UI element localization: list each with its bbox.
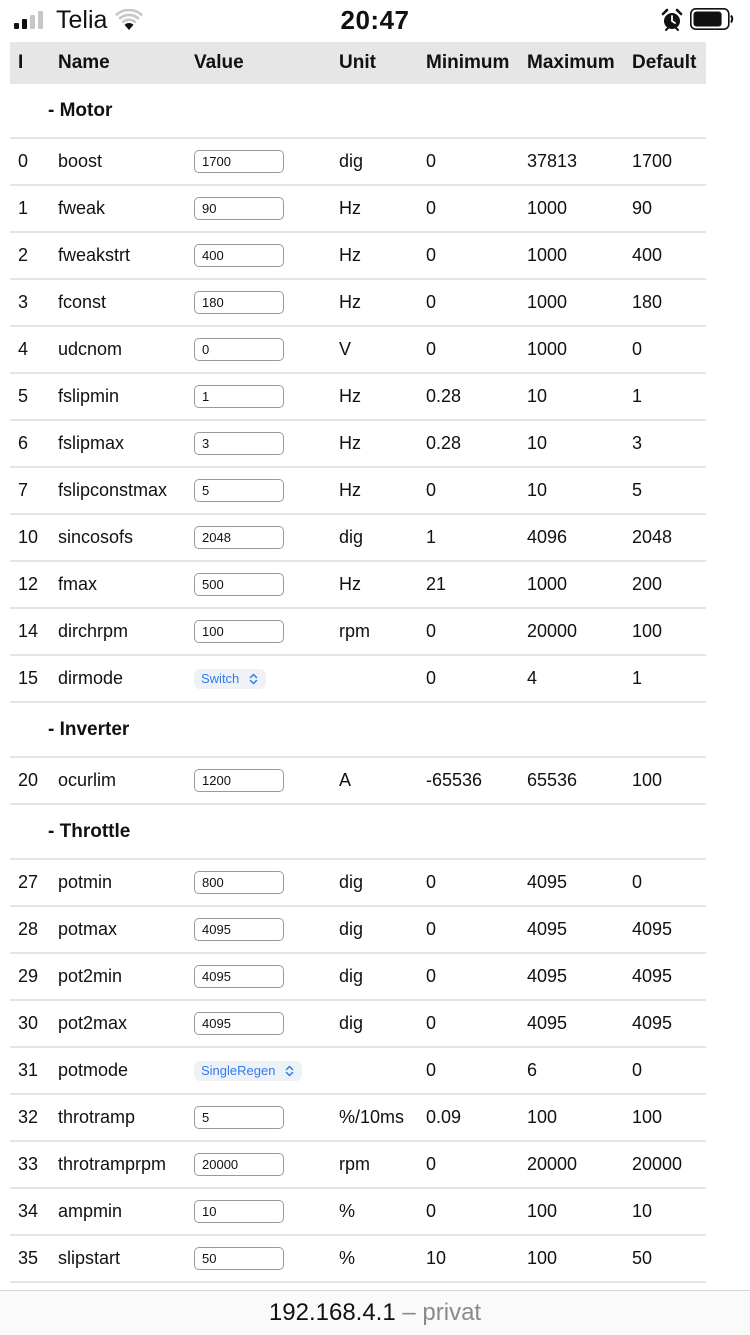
param-unit: Hz	[339, 480, 361, 500]
table-row	[10, 186, 706, 233]
param-value-cell	[194, 1048, 302, 1093]
param-unit: V	[339, 339, 352, 359]
table-row	[10, 1189, 706, 1236]
param-minimum: 0	[426, 480, 437, 500]
param-potmode-select[interactable]	[194, 1061, 302, 1081]
url-separator: –	[402, 1299, 416, 1326]
param-name: ocurlim	[58, 770, 117, 790]
param-minimum: 0	[426, 198, 437, 218]
param-pot2min-input[interactable]	[194, 965, 284, 988]
param-minimum: 0	[426, 339, 437, 359]
param-minimum: 0	[426, 621, 437, 641]
param-potmin-input[interactable]	[194, 871, 284, 894]
table-row	[10, 954, 706, 1001]
param-value-cell	[194, 562, 284, 607]
table-row	[10, 421, 706, 468]
param-value-cell	[194, 139, 284, 184]
param-id: 29	[18, 966, 39, 986]
status-time: 20:47	[340, 5, 410, 35]
table-row	[10, 609, 706, 656]
param-id: 1	[18, 198, 29, 218]
param-default: 4095	[632, 919, 673, 939]
param-maximum: 4095	[527, 872, 568, 892]
param-default: 0	[632, 339, 643, 359]
param-maximum: 10	[527, 480, 548, 500]
param-maximum: 10	[527, 386, 548, 406]
param-value-cell	[194, 1236, 284, 1281]
param-value-cell	[194, 421, 284, 466]
table-row	[10, 233, 706, 280]
param-unit: Hz	[339, 245, 361, 265]
table-row	[10, 758, 706, 805]
param-sincosofs-input[interactable]	[194, 526, 284, 549]
param-default: 10	[632, 1201, 653, 1221]
param-default: 3	[632, 433, 643, 453]
status-bar	[0, 0, 750, 40]
param-id: 5	[18, 386, 29, 406]
param-throtramprpm-input[interactable]	[194, 1153, 284, 1176]
param-value-cell	[194, 954, 284, 999]
param-minimum: 0.09	[426, 1107, 462, 1127]
param-fmax-input[interactable]	[194, 573, 284, 596]
param-unit: %/10ms	[339, 1107, 405, 1127]
param-id: 12	[18, 574, 39, 594]
table-row	[10, 1142, 706, 1189]
param-name: fconst	[58, 292, 107, 312]
param-maximum: 1000	[527, 339, 568, 359]
param-slipstart-input[interactable]	[194, 1247, 284, 1270]
param-id: 14	[18, 621, 39, 641]
param-default: 1	[632, 386, 643, 406]
param-default: 100	[632, 621, 663, 641]
param-fweak-input[interactable]	[194, 197, 284, 220]
param-value-cell	[194, 609, 284, 654]
param-fslipmax-input[interactable]	[194, 432, 284, 455]
param-maximum: 100	[527, 1201, 558, 1221]
param-maximum: 37813	[527, 151, 578, 171]
param-unit: Hz	[339, 386, 361, 406]
chevron-up-down-icon	[249, 673, 258, 685]
param-minimum: 0.28	[426, 386, 462, 406]
category-title: - Inverter	[48, 718, 130, 740]
param-maximum: 4	[527, 668, 538, 688]
param-id: 31	[18, 1060, 39, 1080]
param-default: 1700	[632, 151, 673, 171]
param-value-cell	[194, 860, 284, 905]
param-minimum: 10	[426, 1248, 447, 1268]
param-name: fmax	[58, 574, 98, 594]
param-minimum: -65536	[426, 770, 483, 790]
param-name: ampmin	[58, 1201, 123, 1221]
table-row	[10, 562, 706, 609]
param-value-cell	[194, 1001, 284, 1046]
category-title: - Throttle	[48, 820, 131, 842]
param-minimum: 0	[426, 668, 437, 688]
param-minimum: 1	[426, 527, 437, 547]
param-id: 10	[18, 527, 39, 547]
param-name: fslipmin	[58, 386, 120, 406]
param-maximum: 4095	[527, 966, 568, 986]
param-value-cell	[194, 758, 284, 803]
param-default: 200	[632, 574, 663, 594]
param-name: sincosofs	[58, 527, 134, 547]
param-value-cell	[194, 327, 284, 372]
url-bar[interactable]	[0, 1290, 750, 1335]
table-row	[10, 1048, 706, 1095]
param-unit: Hz	[339, 574, 361, 594]
param-fconst-input[interactable]	[194, 291, 284, 314]
param-throtramp-input[interactable]	[194, 1106, 284, 1129]
param-name: dirmode	[58, 668, 124, 688]
param-maximum: 20000	[527, 621, 578, 641]
param-maximum: 1000	[527, 198, 568, 218]
battery-icon	[690, 8, 734, 30]
param-dirchrpm-input[interactable]	[194, 620, 284, 643]
param-fweakstrt-input[interactable]	[194, 244, 284, 267]
param-name: pot2max	[58, 1013, 128, 1033]
param-potmax-input[interactable]	[194, 918, 284, 941]
select-value: SingleRegen	[201, 1063, 276, 1078]
param-unit: Hz	[339, 292, 361, 312]
param-default: 4095	[632, 966, 673, 986]
table-row	[10, 1236, 706, 1283]
param-unit: dig	[339, 527, 364, 547]
param-ampmin-input[interactable]	[194, 1200, 284, 1223]
param-unit: dig	[339, 872, 364, 892]
param-id: 30	[18, 1013, 39, 1033]
param-name: fweak	[58, 198, 106, 218]
param-name: potmin	[58, 872, 113, 892]
alarm-clock-icon	[661, 8, 683, 32]
param-id: 33	[18, 1154, 39, 1174]
param-maximum: 100	[527, 1107, 558, 1127]
param-name: boost	[58, 151, 103, 171]
param-maximum: 4096	[527, 527, 568, 547]
header-value: Value	[194, 52, 244, 73]
param-name: throtramp	[58, 1107, 136, 1127]
param-name: throtramprpm	[58, 1154, 167, 1174]
param-id: 6	[18, 433, 29, 453]
table-row	[10, 515, 706, 562]
param-minimum: 0	[426, 966, 437, 986]
param-maximum: 4095	[527, 1013, 568, 1033]
param-maximum: 100	[527, 1248, 558, 1268]
param-maximum: 65536	[527, 770, 578, 790]
param-minimum: 0	[426, 292, 437, 312]
param-default: 0	[632, 872, 643, 892]
param-maximum: 1000	[527, 245, 568, 265]
table-row	[10, 656, 706, 703]
category-inverter	[10, 703, 706, 758]
header-minimum: Minimum	[426, 52, 510, 73]
param-unit: %	[339, 1248, 356, 1268]
url-host: 192.168.4.1	[268, 1299, 396, 1326]
param-minimum: 0	[426, 151, 437, 171]
table-row	[10, 907, 706, 954]
table-row	[10, 327, 706, 374]
param-name: potmax	[58, 919, 118, 939]
param-id: 35	[18, 1248, 39, 1268]
chevron-up-down-icon	[285, 1065, 294, 1077]
param-default: 50	[632, 1248, 653, 1268]
param-unit: dig	[339, 966, 364, 986]
param-default: 20000	[632, 1154, 683, 1174]
param-unit: %	[339, 1201, 356, 1221]
param-name: fweakstrt	[58, 245, 131, 265]
param-maximum: 20000	[527, 1154, 578, 1174]
param-name: fslipmax	[58, 433, 125, 453]
param-maximum: 1000	[527, 292, 568, 312]
param-fslipmin-input[interactable]	[194, 385, 284, 408]
param-minimum: 0	[426, 1201, 437, 1221]
param-value-cell	[194, 907, 284, 952]
param-fslipconstmax-input[interactable]	[194, 479, 284, 502]
param-default: 1	[632, 668, 643, 688]
param-default: 100	[632, 1107, 663, 1127]
param-id: 28	[18, 919, 39, 939]
param-value-cell	[194, 656, 266, 701]
param-name: potmode	[58, 1060, 129, 1080]
param-minimum: 0.28	[426, 433, 462, 453]
param-minimum: 21	[426, 574, 447, 594]
carrier-name: Telia	[56, 6, 108, 34]
param-unit: rpm	[339, 1154, 370, 1174]
param-default: 5	[632, 480, 643, 500]
param-default: 180	[632, 292, 663, 312]
select-value: Switch	[201, 671, 240, 686]
param-unit: rpm	[339, 621, 370, 641]
param-unit: dig	[339, 151, 364, 171]
param-name: dirchrpm	[58, 621, 129, 641]
param-minimum: 0	[426, 919, 437, 939]
param-id: 7	[18, 480, 29, 500]
param-id: 4	[18, 339, 29, 359]
param-id: 32	[18, 1107, 39, 1127]
param-ocurlim-input[interactable]	[194, 769, 284, 792]
table-row	[10, 1001, 706, 1048]
table-row	[10, 1095, 706, 1142]
network-name: privat	[422, 1299, 482, 1326]
param-default: 2048	[632, 527, 673, 547]
param-value-cell	[194, 515, 284, 560]
param-default: 90	[632, 198, 653, 218]
param-value-cell	[194, 233, 284, 278]
param-default: 400	[632, 245, 663, 265]
param-unit: dig	[339, 919, 364, 939]
table-row	[10, 860, 706, 907]
param-unit: A	[339, 770, 352, 790]
param-minimum: 0	[426, 872, 437, 892]
param-pot2max-input[interactable]	[194, 1012, 284, 1035]
param-value-cell	[194, 374, 284, 419]
param-default: 0	[632, 1060, 643, 1080]
header-id: I	[18, 52, 24, 73]
param-minimum: 0	[426, 1060, 437, 1080]
param-maximum: 6	[527, 1060, 538, 1080]
param-id: 27	[18, 872, 39, 892]
header-default: Default	[632, 52, 697, 73]
param-unit: Hz	[339, 433, 361, 453]
param-id: 2	[18, 245, 29, 265]
param-value-cell	[194, 1095, 284, 1140]
param-id: 34	[18, 1201, 39, 1221]
param-maximum: 4095	[527, 919, 568, 939]
param-default: 4095	[632, 1013, 673, 1033]
param-dirmode-select[interactable]	[194, 669, 266, 689]
category-motor	[10, 84, 706, 139]
param-maximum: 1000	[527, 574, 568, 594]
param-default: 100	[632, 770, 663, 790]
param-id: 15	[18, 668, 39, 688]
param-value-cell	[194, 186, 284, 231]
param-minimum: 0	[426, 1154, 437, 1174]
param-value-cell	[194, 468, 284, 513]
table-row	[10, 280, 706, 327]
table-row	[10, 374, 706, 421]
param-id: 20	[18, 770, 39, 790]
param-id: 3	[18, 292, 29, 312]
param-name: udcnom	[58, 339, 123, 359]
category-title: - Motor	[48, 99, 113, 121]
param-unit: Hz	[339, 198, 361, 218]
param-value-cell	[194, 1189, 284, 1234]
param-minimum: 0	[426, 1013, 437, 1033]
param-value-cell	[194, 1142, 284, 1187]
param-name: pot2min	[58, 966, 123, 986]
param-id: 0	[18, 151, 29, 171]
category-throttle	[10, 805, 706, 860]
header-maximum: Maximum	[527, 52, 615, 73]
table-row	[10, 468, 706, 515]
header-name: Name	[58, 52, 110, 73]
param-maximum: 10	[527, 433, 548, 453]
param-unit: dig	[339, 1013, 364, 1033]
param-name: slipstart	[58, 1248, 121, 1268]
param-boost-input[interactable]	[194, 150, 284, 173]
table-header	[10, 42, 706, 84]
header-unit: Unit	[339, 52, 376, 73]
param-udcnom-input[interactable]	[194, 338, 284, 361]
table-row	[10, 139, 706, 186]
param-name: fslipconstmax	[58, 480, 168, 500]
param-minimum: 0	[426, 245, 437, 265]
param-value-cell	[194, 280, 284, 325]
